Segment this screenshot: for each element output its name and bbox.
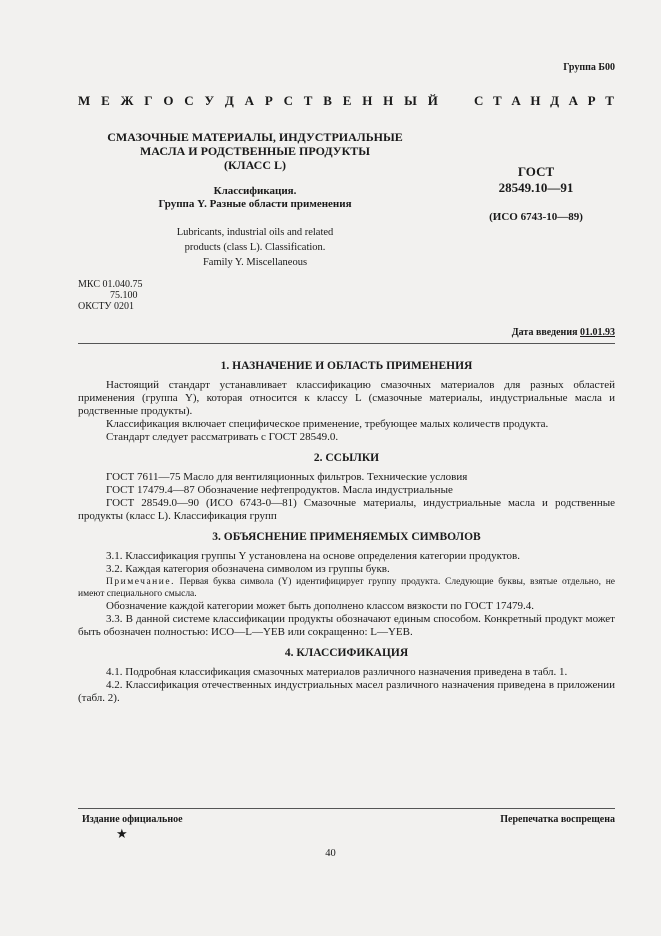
banner-letter: Т xyxy=(493,93,502,108)
footer-divider xyxy=(78,808,615,809)
section-heading: 3. ОБЪЯСНЕНИЕ ПРИМЕНЯЕМЫХ СИМВОЛОВ xyxy=(212,531,481,543)
banner-letter: Г xyxy=(144,93,153,108)
paragraph: Обозначение каждой категории может быть дополнено классом вязкости по ГОСТ 17479.4. xyxy=(106,600,534,612)
date-label: Дата введения xyxy=(511,327,578,338)
banner-letter: С xyxy=(184,93,194,108)
document-body xyxy=(78,352,615,705)
banner-letter: Р xyxy=(264,93,273,108)
title-line: СМАЗОЧНЫЕ МАТЕРИАЛЫ, ИНДУСТРИАЛЬНЫЕ xyxy=(107,130,403,144)
star-icon: ★ xyxy=(116,826,128,841)
paragraph: Классификация включает специфическое применение, требующее малых количеств продукта. xyxy=(106,418,549,430)
banner-letter: С xyxy=(474,93,484,108)
banner-letter: Д xyxy=(224,93,234,108)
section-heading: 2. ССЫЛКИ xyxy=(313,452,380,464)
document-subtitle xyxy=(100,185,410,211)
banner-letter: Е xyxy=(101,93,110,108)
banner-letter: В xyxy=(323,93,332,108)
reference-item: ГОСТ 17479.4—87 Обозначение нефтепродуктов. Масла индустриальные xyxy=(106,484,453,496)
banner-letter: Н xyxy=(530,93,541,108)
banner-letter: Т xyxy=(605,93,614,108)
date-value: 01.01.93 xyxy=(580,327,615,338)
banner-letter: А xyxy=(568,93,579,108)
banner-letter: У xyxy=(204,93,215,108)
mks-code-1: 01.040.75 xyxy=(102,279,143,290)
title-line: МАСЛА И РОДСТВЕННЫЕ ПРОДУКТЫ xyxy=(139,144,371,158)
banner-word-1 xyxy=(78,93,438,109)
okstu-code: ОКСТУ 0201 xyxy=(78,301,135,312)
banner-letter: Й xyxy=(427,93,438,108)
english-line: products (class L). Classification. xyxy=(184,242,326,253)
section-heading: 4. КЛАССИФИКАЦИЯ xyxy=(284,647,409,659)
paragraph: 4.2. Классификация отечественных индустриальных масел различного назначения приведена в приложении (табл. 2). xyxy=(78,679,615,704)
banner-letter: Е xyxy=(342,93,352,108)
banner-letter: А xyxy=(244,93,254,108)
english-line: Family Y. Miscellaneous xyxy=(202,257,308,268)
banner-letter: А xyxy=(511,93,521,108)
banner-letter: Р xyxy=(587,93,596,108)
note xyxy=(78,576,615,600)
banner-letter: Н xyxy=(383,93,394,108)
mks-code-2: 75.100 xyxy=(110,290,138,301)
subtitle-line: Классификация. xyxy=(213,185,297,197)
group-label: Группа Б00 xyxy=(563,62,615,73)
mks-label: МКС xyxy=(78,279,100,290)
official-edition-label: Издание официальное xyxy=(82,814,183,825)
reference-item: ГОСТ 28549.0—90 (ИСО 6743-0—81) Смазочные материалы, индустриальные масла и родственные продукты (класс L). Классификация групп xyxy=(78,497,615,522)
banner-letter: Ы xyxy=(404,93,417,108)
divider xyxy=(78,343,615,344)
banner-letter: Ж xyxy=(120,93,134,108)
banner-letter: Н xyxy=(362,93,373,108)
standard-banner xyxy=(78,93,614,109)
reprint-prohibited-label: Перепечатка воспрещена xyxy=(500,814,615,825)
banner-letter: Д xyxy=(550,93,560,108)
banner-letter: С xyxy=(283,93,293,108)
subtitle-line: Группа Y. Разные области применения xyxy=(158,198,352,210)
gost-number: 28549.10—91 xyxy=(498,180,574,195)
english-line: Lubricants, industrial oils and related xyxy=(176,227,334,238)
paragraph: 3.1. Классификация группы Y установлена на основе определения категории продуктов. xyxy=(106,550,520,562)
document-title xyxy=(100,130,410,172)
note-label: Примечание. xyxy=(106,577,175,587)
banner-letter: Т xyxy=(303,93,313,108)
english-title xyxy=(100,225,410,270)
gost-label: ГОСТ xyxy=(517,164,555,179)
paragraph: Стандарт следует рассматривать с ГОСТ 28549.0. xyxy=(106,431,339,443)
title-line: (КЛАСС L) xyxy=(223,158,287,172)
reference-item: ГОСТ 7611—75 Масло для вентиляционных фильтров. Технические условия xyxy=(106,471,468,483)
page-number: 40 xyxy=(325,848,336,859)
paragraph: 3.3. В данной системе классификации продукты обозначают единым способом. Конкретный продукт может быть обозначен полностью: ИСО—L—YEB или сокращенно: L—YEB. xyxy=(78,613,615,638)
gost-designation xyxy=(476,164,596,196)
paragraph: Настоящий стандарт устанавливает классификацию смазочных материалов для разных областей применения (группа Y), которая относится к классу L (смазочные материалы, индустриальные масла и родственные продукты). xyxy=(78,379,615,417)
effective-date xyxy=(512,327,615,338)
iso-reference: (ИСО 6743-10—89) xyxy=(489,211,583,223)
paragraph: 4.1. Подробная классификация смазочных материалов различного назначения приведена в табл. 1. xyxy=(106,666,568,678)
note-text: Первая буква символа (Y) идентифицирует группу продукта. Следующие буквы, взятые отдельно, не имеют специального смысла. xyxy=(78,577,615,599)
banner-letter: О xyxy=(163,93,174,108)
banner-word-2 xyxy=(474,93,614,109)
classification-codes xyxy=(78,279,142,312)
section-heading: 1. НАЗНАЧЕНИЕ И ОБЛАСТЬ ПРИМЕНЕНИЯ xyxy=(220,360,473,372)
paragraph: 3.2. Каждая категория обозначена символом из группы букв. xyxy=(106,563,390,575)
banner-letter: М xyxy=(78,93,91,108)
